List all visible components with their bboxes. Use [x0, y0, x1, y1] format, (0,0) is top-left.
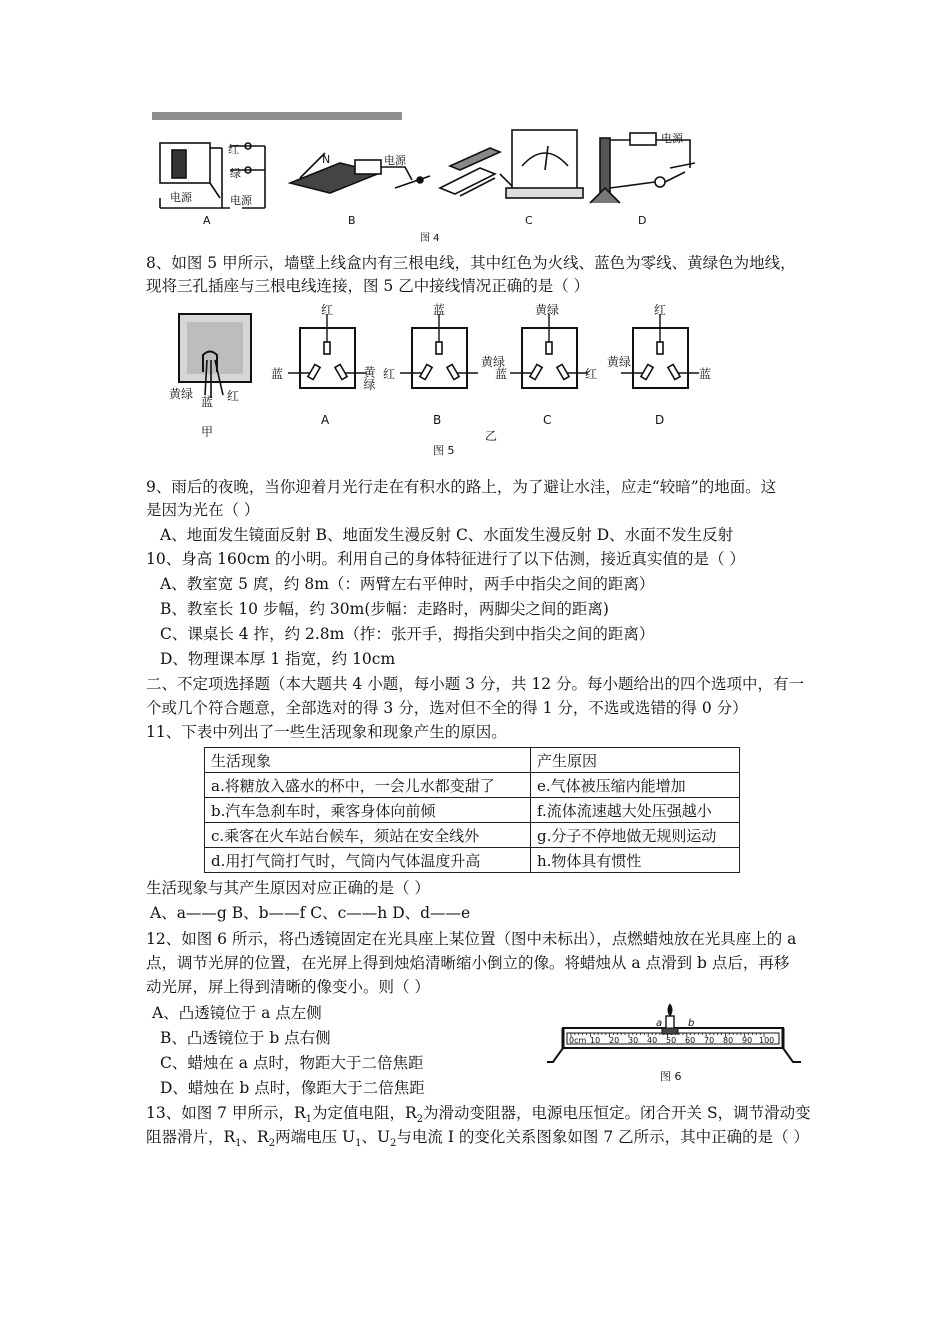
tick-label: 60 [685, 1036, 696, 1045]
magnet-switch-diagram [290, 153, 430, 193]
q9-line-2: 是因为光在（ ） [146, 501, 260, 519]
point-b-label: b [688, 1018, 695, 1029]
q13-sub: 1 [305, 1114, 312, 1126]
table-row [205, 848, 740, 873]
figure-6 [545, 1000, 805, 1090]
fig6-caption: 图 6 [660, 1070, 682, 1083]
socket-d-left: 黄绿 [607, 355, 632, 369]
tick-label: 90 [742, 1036, 753, 1045]
point-a-label: a [656, 1018, 663, 1029]
socket-a-top: 红 [321, 303, 334, 317]
socket-b-left: 红 [383, 367, 396, 381]
socket-c-right: 红 [585, 367, 598, 381]
q10-option-a: A、教室宽 5 庹，约 8m（：两臂左右平伸时，两手中指尖之间的距离） [160, 575, 655, 593]
socket-a-left: 蓝 [271, 367, 284, 381]
table-cell: e.气体被压缩内能增加 [531, 773, 740, 798]
socket-a [288, 314, 366, 388]
wire-blue-label: 蓝 [201, 395, 214, 409]
socket-d [621, 314, 699, 388]
table-cell: a.将糖放入盛水的杯中，一会儿水都变甜了 [205, 773, 531, 798]
socket-c [510, 314, 588, 388]
q10-option-d: D、物理课本厚 1 指宽，约 10cm [160, 650, 396, 668]
socket-a-letter: A [321, 413, 330, 427]
socket-b-letter: B [433, 413, 442, 427]
section2-line-2: 个或几个符合题意，全部选对的得 3 分，选对但不全的得 1 分，不选或选错的得 0 分） [146, 699, 748, 717]
socket-d-right: 蓝 [699, 367, 712, 381]
table-header-row [205, 748, 740, 773]
q8-line-1: 8、如图 5 甲所示，墙壁上线盒内有三根电线，其中红色为火线、蓝色为零线、黄绿色为地线， [146, 254, 796, 272]
socket-b-top: 蓝 [433, 303, 446, 317]
wire-red-label: 红 [227, 389, 240, 403]
q13-sub: 1 [355, 1138, 362, 1150]
fig4-label-b: B [348, 214, 356, 227]
optical-bench [547, 1004, 801, 1062]
q13-line-2 [146, 1127, 809, 1154]
q9-options: A、地面发生镜面反射 B、地面发生漫反射 C、水面发生漫反射 D、水面不发生反射 [160, 526, 734, 544]
relay-power-label-2: 电源 [230, 194, 252, 207]
q13-sub: 2 [268, 1138, 276, 1150]
relay-power-label: 电源 [170, 191, 192, 204]
magnet-n-label: N [322, 153, 331, 166]
q13-text: 13、如图 7 甲所示，R [146, 1104, 306, 1122]
section2-line-1: 二、不定项选择题（本大题共 4 小题，每小题 3 分，共 12 分。每小题给出的四个选项中，有一 [146, 675, 805, 693]
q10-option-c: C、课桌长 4 拃，约 2.8m（拃：张开手，拇指尖到中指尖之间的距离） [160, 625, 655, 643]
q13-sub: 1 [235, 1138, 242, 1150]
q12-option-a: A、凸透镜位于 a 点左侧 [152, 1004, 322, 1022]
table-cell: c.乘客在火车站台候车，须站在安全线外 [205, 823, 531, 848]
table-cell: f.流体流速越大处压强越小 [531, 798, 740, 823]
q12-option-b: B、凸透镜位于 b 点右侧 [160, 1029, 331, 1047]
q8-line-2: 现将三孔插座与三根电线连接，图 5 乙中接线情况正确的是（ ） [146, 277, 590, 295]
fig4-label-d: D [638, 214, 647, 227]
tick-label: 50 [666, 1036, 677, 1045]
socket-d-letter: D [655, 413, 665, 427]
q13-text: 为滑动变阻器，电源电压恒定。闭合开关 S，调节滑动变 [423, 1104, 811, 1122]
q10-option-b: B、教室长 10 步幅，约 30m(步幅：走路时，两脚尖之间的距离) [160, 600, 609, 618]
table-cell: d.用打气筒打气时，气筒内气体温度升高 [205, 848, 531, 873]
q11-after: 生活现象与其产生原因对应正确的是（ ） [146, 879, 430, 897]
q13-text: 阻器滑片，R [146, 1128, 236, 1146]
q10-stem: 10、身高 160cm 的小明。利用自己的身体特征进行了以下估测，接近真实值的是（ ） [146, 550, 745, 568]
table-cell: g.分子不停地做无规则运动 [531, 823, 740, 848]
tick-label: 100 [759, 1036, 775, 1045]
wall-wire-box [179, 314, 251, 398]
tick-label: 0cm [569, 1036, 587, 1045]
q13-sub: 2 [390, 1138, 397, 1150]
q9-line-1: 9、雨后的夜晚，当你迎着月光行走在有积水的路上，为了避让水洼，应走“较暗”的地面。这 [146, 478, 777, 496]
socket-c-top: 黄绿 [535, 303, 560, 317]
q12-option-c: C、蜡烛在 a 点时，物距大于二倍焦距 [160, 1054, 424, 1072]
q13-text: 与电流 I 的变化关系图象如图 7 乙所示，其中正确的是（ ） [396, 1128, 810, 1146]
table-row [205, 798, 740, 823]
table-header-cell: 生活现象 [205, 748, 531, 773]
figure-4 [150, 108, 710, 243]
wire-yellowgreen-label: 黄绿 [169, 387, 194, 401]
q11-stem: 11、下表中列出了一些生活现象和现象产生的原因。 [146, 723, 507, 741]
q12-line-2: 点，调节光屏的位置，在光屏上得到烛焰清晰缩小倒立的像。将蜡烛从 a 点滑到 b 点后，再移 [146, 954, 790, 972]
q13-text: 、R [241, 1128, 269, 1146]
tick-label: 40 [647, 1036, 658, 1045]
table-row [205, 773, 740, 798]
fig4-caption: 图 4 [420, 233, 440, 243]
solenoid-power-label: 电源 [661, 132, 683, 145]
fig5-caption: 图 5 [433, 444, 455, 457]
table-row [205, 823, 740, 848]
socket-a-right: 黄绿 [362, 366, 376, 390]
socket-b-right: 黄绿 [481, 355, 506, 369]
socket-c-letter: C [543, 413, 552, 427]
q13-text: 为定值电阻，R [312, 1104, 417, 1122]
socket-d-top: 红 [654, 303, 667, 317]
q12-option-d: D、蜡烛在 b 点时，像距大于二倍焦距 [160, 1079, 425, 1097]
tick-label: 70 [704, 1036, 715, 1045]
figure-5 [165, 300, 725, 458]
fig4-label-c: C [525, 214, 533, 227]
table-header-cell: 产生原因 [531, 748, 740, 773]
table-cell: h.物体具有惯性 [531, 848, 740, 873]
galvanometer-diagram [440, 130, 583, 198]
q12-line-1: 12、如图 6 所示，将凸透镜固定在光具座上某位置（图中未标出），点燃蜡烛放在光具座上的 a [146, 930, 797, 948]
tick-label: 30 [628, 1036, 639, 1045]
tick-label: 20 [609, 1036, 620, 1045]
relay-red-label: 红 [228, 143, 239, 156]
relay-green-label: 绿 [230, 167, 241, 180]
fig4-label-a: A [203, 214, 211, 227]
table-cell: b.汽车急刹车时，乘客身体向前倾 [205, 798, 531, 823]
magnet-power-label: 电源 [384, 154, 406, 167]
q12-line-3: 动光屏，屏上得到清晰的像变小。则（ ） [146, 978, 430, 996]
socket-b [400, 314, 478, 388]
q13-text: 两端电压 U [275, 1128, 356, 1146]
fig5-yi-label: 乙 [485, 429, 498, 443]
phenomenon-cause-table [204, 747, 740, 873]
q11-options: A、a——g B、b——f C、c——h D、d——e [150, 904, 471, 922]
tick-label: 10 [590, 1036, 601, 1045]
q13-sub: 2 [416, 1114, 424, 1126]
q13-text: 、U [361, 1128, 391, 1146]
socket-c-left: 蓝 [495, 367, 508, 381]
fig5-jia-label: 甲 [201, 425, 214, 439]
tick-label: 80 [723, 1036, 734, 1045]
